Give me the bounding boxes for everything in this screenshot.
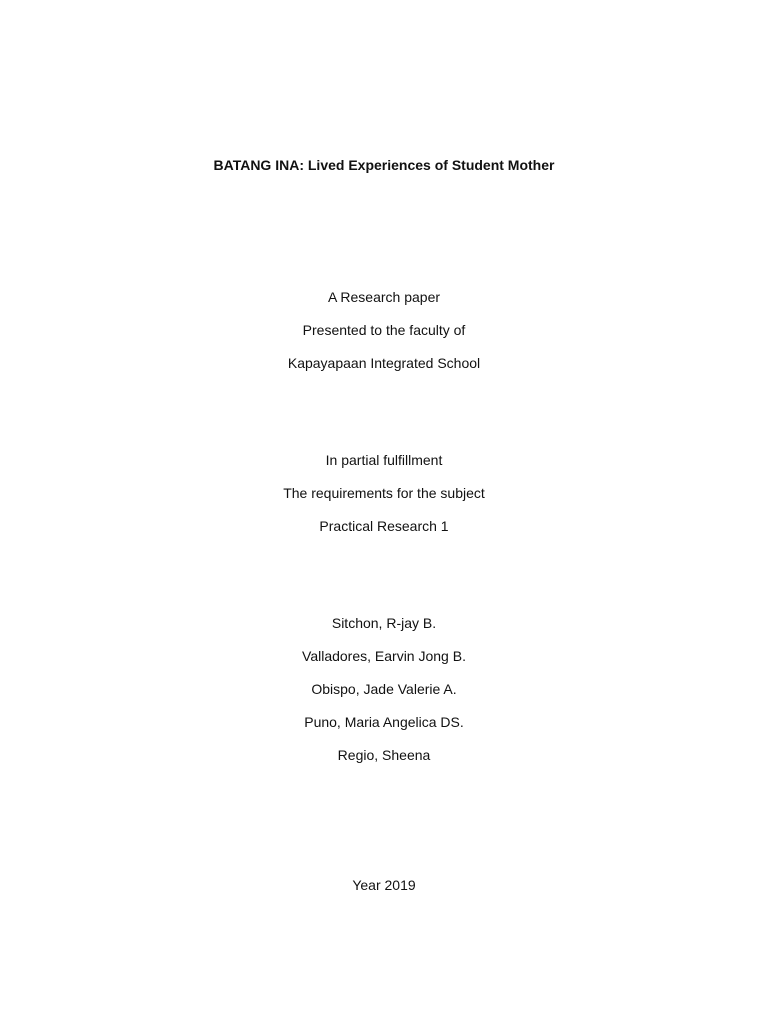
author-5: Regio, Sheena (337, 747, 431, 763)
presentation-line-3: Kapayapaan Integrated School (287, 355, 481, 371)
author-2: Valladores, Earvin Jong B. (302, 648, 466, 664)
fulfillment-line-3: Practical Research 1 (319, 518, 449, 534)
author-3: Obispo, Jade Valerie A. (311, 681, 457, 697)
fulfillment-line-1: In partial fulfillment (325, 452, 443, 468)
document-title: BATANG INA: Lived Experiences of Student Mother (213, 157, 555, 173)
fulfillment-line-2: The requirements for the subject (283, 485, 485, 501)
presentation-line-1: A Research paper (327, 289, 441, 305)
author-1: Sitchon, R-jay B. (331, 615, 437, 631)
document-year: Year 2019 (352, 877, 416, 893)
author-4: Puno, Maria Angelica DS. (304, 714, 464, 730)
presentation-line-2: Presented to the faculty of (302, 322, 466, 338)
